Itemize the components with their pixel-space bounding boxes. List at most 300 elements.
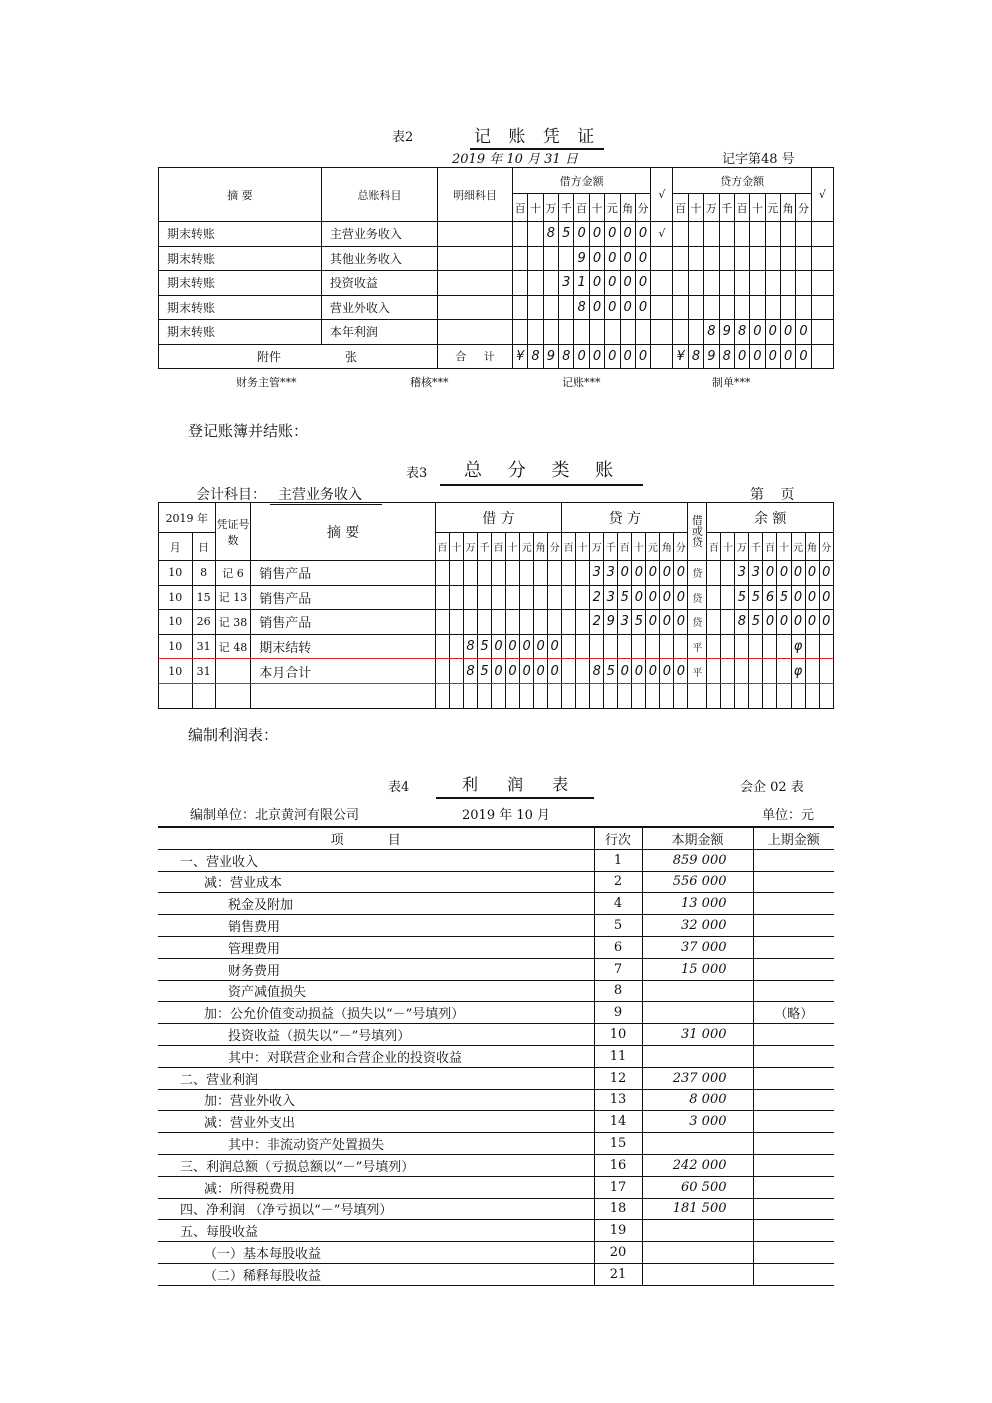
- ledger-credit-digit: [576, 610, 590, 635]
- ledger-credit-digit: 8: [590, 659, 604, 684]
- ledger-row: [159, 634, 834, 659]
- income-current: 859 000: [642, 849, 753, 871]
- ledger-unit-credit: 分: [674, 533, 688, 561]
- ledger-table: [158, 502, 834, 709]
- ledger-unit-debit: 万: [463, 533, 477, 561]
- voucher-check-credit: [811, 295, 833, 320]
- ledger-balance-digit: [763, 634, 777, 659]
- voucher-debit-digit: 0: [605, 295, 620, 320]
- ledger-head-voucher: 凭证号数: [215, 503, 251, 561]
- income-line: 21: [594, 1263, 642, 1285]
- ledger-debit-digit: [520, 610, 534, 635]
- voucher-total-debit-digit: 0: [620, 344, 635, 368]
- income-head-previous: 上期金额: [753, 827, 834, 849]
- income-row: [158, 1067, 834, 1089]
- income-item: 加：公允价值变动损益（损失以“－”号填列）: [158, 1002, 594, 1024]
- signer-bookkeeper: 记账***: [562, 376, 601, 389]
- income-head-line: 行次: [594, 827, 642, 849]
- voucher-check: √: [651, 222, 673, 247]
- ledger-credit-digit: [618, 683, 632, 708]
- voucher-debit-digit: 0: [635, 246, 650, 271]
- income-line: 1: [594, 849, 642, 871]
- voucher-debit-digit: [605, 320, 620, 345]
- income-line: 18: [594, 1198, 642, 1220]
- voucher-total-credit-digit: 0: [780, 344, 795, 368]
- ledger-debit-digit: [520, 683, 534, 708]
- ledger-balance-digit: [749, 683, 763, 708]
- ledger-debit-digit: [463, 585, 477, 610]
- income-current: 32 000: [642, 915, 753, 937]
- ledger-subject-label: 会计科目：: [196, 487, 266, 503]
- signer-auditor: 稽核***: [410, 376, 449, 389]
- voucher-unit-credit: 角: [780, 194, 795, 222]
- ledger-balance-digit: [707, 610, 721, 635]
- ledger-summary: [251, 683, 436, 708]
- ledger-balance-digit: [721, 585, 735, 610]
- ledger-credit-digit: [562, 585, 576, 610]
- income-item: 四、净利润 （净亏损以“－”号填列）: [158, 1198, 594, 1220]
- ledger-debit-digit: 0: [492, 659, 506, 684]
- ledger-day: 31: [192, 659, 215, 684]
- ledger-head-credit: 贷 方: [562, 503, 688, 533]
- ledger-credit-digit: 0: [632, 659, 646, 684]
- ledger-credit-digit: 9: [604, 610, 618, 635]
- ledger-balance-digit: [721, 561, 735, 586]
- ledger-balance-digit: 6: [763, 585, 777, 610]
- voucher-debit-digit: [574, 320, 589, 345]
- income-row: [158, 936, 834, 958]
- ledger-credit-digit: [562, 659, 576, 684]
- income-row: [158, 958, 834, 980]
- ledger-balance-digit: 0: [805, 610, 819, 635]
- ledger-row: [159, 610, 834, 635]
- voucher-date: 2019 年 10 月 31 日: [452, 152, 578, 167]
- income-line: 13: [594, 1089, 642, 1111]
- income-row: [158, 980, 834, 1002]
- ledger-unit-debit: 十: [506, 533, 520, 561]
- ledger-debit-digit: [506, 561, 520, 586]
- ledger-day: 31: [192, 634, 215, 659]
- ledger-balance-digit: 0: [819, 610, 833, 635]
- voucher-credit-digit: 0: [796, 320, 811, 345]
- income-current: [642, 1002, 753, 1024]
- voucher-debit-digit: 0: [589, 271, 604, 296]
- income-previous: [753, 1089, 834, 1111]
- ledger-debit-digit: [492, 585, 506, 610]
- voucher-credit-digit: [688, 320, 703, 345]
- income-item: 投资收益（损失以“－”号填列）: [158, 1024, 594, 1046]
- voucher-credit-digit: 0: [750, 320, 765, 345]
- ledger-month: 10: [159, 561, 193, 586]
- income-row: [158, 1198, 834, 1220]
- voucher-total-debit-digit: 9: [543, 344, 558, 368]
- ledger-balance-digit: [763, 683, 777, 708]
- red-line-2: [158, 683, 834, 684]
- voucher-debit-digit: 0: [589, 246, 604, 271]
- voucher-debit-digit: [543, 320, 558, 345]
- voucher-debit-digit: [512, 246, 527, 271]
- voucher-credit-digit: [688, 222, 703, 247]
- income-previous: [753, 936, 834, 958]
- ledger-debit-digit: 0: [534, 634, 548, 659]
- ledger-head-balance: 余 额: [707, 503, 834, 533]
- ledger-balance-digit: 5: [749, 610, 763, 635]
- ledger-row: [159, 585, 834, 610]
- voucher-debit-digit: 0: [605, 246, 620, 271]
- signer-supervisor: 财务主管***: [236, 376, 297, 389]
- ledger-balance-digit: 0: [791, 610, 805, 635]
- voucher-debit-digit: [528, 246, 543, 271]
- ledger-debit-digit: [449, 610, 463, 635]
- ledger-unit-credit: 十: [632, 533, 646, 561]
- ledger-debit-digit: 0: [506, 659, 520, 684]
- ledger-summary: 销售产品: [251, 561, 436, 586]
- voucher-credit-digit: [734, 222, 749, 247]
- voucher-debit-digit: [528, 222, 543, 247]
- income-line: 5: [594, 915, 642, 937]
- voucher-debit-digit: 0: [605, 271, 620, 296]
- ledger-unit-balance: 十: [777, 533, 791, 561]
- voucher-debit-digit: [543, 271, 558, 296]
- ledger-credit-digit: 0: [646, 585, 660, 610]
- ledger-debit-digit: 0: [548, 659, 562, 684]
- voucher-credit-digit: [765, 271, 780, 296]
- income-current: [642, 980, 753, 1002]
- voucher-unit-debit: 分: [635, 194, 650, 222]
- ledger-balance-digit: 5: [735, 585, 749, 610]
- ledger-debit-digit: [449, 561, 463, 586]
- ledger-unit-credit: 元: [646, 533, 660, 561]
- ledger-subject: 主营业务收入: [270, 484, 382, 505]
- ledger-credit-digit: 0: [660, 659, 674, 684]
- voucher-credit-digit: [734, 271, 749, 296]
- voucher-unit-debit: 千: [559, 194, 574, 222]
- ledger-day: 15: [192, 585, 215, 610]
- ledger-balance-digit: [707, 585, 721, 610]
- ledger-balance-digit: 0: [791, 561, 805, 586]
- ledger-balance-digit: [721, 610, 735, 635]
- ledger-unit-debit: 角: [534, 533, 548, 561]
- voucher-unit-credit: 分: [796, 194, 811, 222]
- ledger-dc: 贷: [688, 561, 707, 586]
- ledger-credit-digit: [646, 634, 660, 659]
- voucher-debit-digit: [589, 320, 604, 345]
- voucher-unit-debit: 万: [543, 194, 558, 222]
- voucher-debit-digit: 0: [635, 295, 650, 320]
- ledger-balance-digit: 0: [819, 585, 833, 610]
- income-item: 减：营业成本: [158, 871, 594, 893]
- ledger-debit-digit: [435, 683, 449, 708]
- ledger-debit-digit: [506, 610, 520, 635]
- ledger-balance-digit: 0: [819, 561, 833, 586]
- ledger-credit-digit: 0: [618, 659, 632, 684]
- voucher-debit-digit: 3: [559, 271, 574, 296]
- voucher-debit-digit: [559, 320, 574, 345]
- ledger-balance-digit: 0: [805, 561, 819, 586]
- ledger-unit-debit: 百: [492, 533, 506, 561]
- voucher-total-check: [651, 344, 673, 368]
- voucher-credit-digit: [704, 271, 719, 296]
- ledger-unit-balance: 千: [749, 533, 763, 561]
- income-current: 181 500: [642, 1198, 753, 1220]
- income-item: 资产减值损失: [158, 980, 594, 1002]
- income-row: [158, 1024, 834, 1046]
- income-current: [642, 1220, 753, 1242]
- voucher-total-credit-digit: 0: [796, 344, 811, 368]
- voucher-credit-digit: [796, 271, 811, 296]
- voucher-debit-digit: 0: [589, 295, 604, 320]
- voucher-credit-digit: [688, 295, 703, 320]
- ledger-credit-digit: [632, 683, 646, 708]
- voucher-unit-credit: 元: [765, 194, 780, 222]
- ledger-balance-digit: 5: [777, 585, 791, 610]
- voucher-total-debit-digit: 8: [559, 344, 574, 368]
- income-current: [642, 1263, 753, 1285]
- income-current: 13 000: [642, 893, 753, 915]
- voucher-credit-digit: [750, 271, 765, 296]
- voucher-head-credit: 贷方金额: [673, 168, 811, 194]
- voucher-total-credit-digit: 0: [765, 344, 780, 368]
- voucher-debit-digit: 0: [635, 222, 650, 247]
- voucher-total-debit-digit: 0: [589, 344, 604, 368]
- ledger-head-year: 2019 年: [159, 503, 216, 533]
- ledger-debit-digit: 0: [520, 659, 534, 684]
- income-current: 60 500: [642, 1176, 753, 1198]
- ledger-debit-digit: [548, 610, 562, 635]
- voucher-subaccount: [438, 271, 513, 296]
- voucher-credit-digit: [765, 295, 780, 320]
- ledger-voucher: [215, 659, 251, 684]
- ledger-summary: 销售产品: [251, 610, 436, 635]
- voucher-unit-debit: 十: [589, 194, 604, 222]
- voucher-debit-digit: 0: [605, 222, 620, 247]
- ledger-debit-digit: 0: [520, 634, 534, 659]
- voucher-credit-digit: [719, 295, 734, 320]
- voucher-credit-digit: [719, 222, 734, 247]
- ledger-debit-digit: [506, 585, 520, 610]
- income-head-item: 项 目: [158, 827, 594, 849]
- voucher-unit-credit: 万: [704, 194, 719, 222]
- ledger-balance-digit: [707, 561, 721, 586]
- ledger-debit-digit: [548, 683, 562, 708]
- ledger-debit-digit: 0: [548, 634, 562, 659]
- ledger-row: [159, 561, 834, 586]
- income-current: 242 000: [642, 1154, 753, 1176]
- voucher-total-check2: [811, 344, 833, 368]
- ledger-debit-digit: [534, 610, 548, 635]
- income-previous: （略）: [753, 1002, 834, 1024]
- voucher-total-debit-digit: 0: [574, 344, 589, 368]
- ledger-debit-digit: [477, 561, 491, 586]
- voucher-total-credit-digit: 8: [719, 344, 734, 368]
- ledger-credit-digit: [632, 634, 646, 659]
- income-current: 3 000: [642, 1111, 753, 1133]
- ledger-credit-digit: 0: [618, 561, 632, 586]
- income-item: 销售费用: [158, 915, 594, 937]
- ledger-balance-digit: φ: [791, 634, 805, 659]
- ledger-debit-digit: 8: [463, 634, 477, 659]
- ledger-credit-digit: [674, 634, 688, 659]
- income-item: （二）稀释每股收益: [158, 1263, 594, 1285]
- voucher-unit-debit: 百: [574, 194, 589, 222]
- income-current: [642, 1242, 753, 1264]
- ledger-credit-digit: [604, 634, 618, 659]
- voucher-credit-digit: [765, 222, 780, 247]
- ledger-day: 8: [192, 561, 215, 586]
- voucher-debit-digit: 8: [543, 222, 558, 247]
- ledger-voucher: 记 13: [215, 585, 251, 610]
- ledger-month: 10: [159, 585, 193, 610]
- income-row: [158, 1133, 834, 1155]
- voucher-credit-digit: [673, 271, 688, 296]
- ledger-credit-digit: [604, 683, 618, 708]
- ledger-debit-digit: 5: [477, 659, 491, 684]
- voucher-total-credit-digit: ¥: [673, 344, 688, 368]
- voucher-summary: 期末转账: [159, 271, 322, 296]
- ledger-balance-digit: [777, 634, 791, 659]
- ledger-debit-digit: 8: [463, 659, 477, 684]
- voucher-credit-digit: [780, 271, 795, 296]
- income-head-current: 本期金额: [642, 827, 753, 849]
- ledger-balance-digit: 0: [777, 561, 791, 586]
- voucher-summary: 期末转账: [159, 246, 322, 271]
- ledger-unit-balance: 万: [735, 533, 749, 561]
- income-currency: 单位：元: [762, 808, 815, 823]
- voucher-credit-digit: 0: [765, 320, 780, 345]
- ledger-credit-digit: [576, 634, 590, 659]
- voucher-debit-digit: [620, 320, 635, 345]
- voucher-credit-digit: [765, 246, 780, 271]
- ledger-balance-digit: [805, 683, 819, 708]
- ledger-dc: 贷: [688, 610, 707, 635]
- income-line: 14: [594, 1111, 642, 1133]
- ledger-credit-digit: 0: [674, 561, 688, 586]
- voucher-debit-digit: [512, 222, 527, 247]
- ledger-debit-digit: [435, 634, 449, 659]
- ledger-day: [192, 683, 215, 708]
- ledger-unit-debit: 百: [435, 533, 449, 561]
- signer-preparer: 制单***: [712, 376, 751, 389]
- ledger-balance-digit: [749, 659, 763, 684]
- ledger-head-debit: 借 方: [435, 503, 561, 533]
- voucher-attach-label: 附件: [257, 349, 282, 364]
- voucher-credit-digit: [673, 246, 688, 271]
- voucher-debit-digit: [528, 320, 543, 345]
- voucher-debit-digit: [559, 295, 574, 320]
- voucher-table: [158, 167, 834, 369]
- ledger-balance-digit: [707, 659, 721, 684]
- voucher-debit-digit: 0: [620, 246, 635, 271]
- voucher-unit-credit: 百: [734, 194, 749, 222]
- ledger-credit-digit: 5: [618, 585, 632, 610]
- voucher-unit-debit: 角: [620, 194, 635, 222]
- ledger-balance-digit: [819, 634, 833, 659]
- ledger-debit-digit: [449, 683, 463, 708]
- ledger-unit-balance: 分: [819, 533, 833, 561]
- ledger-debit-digit: [463, 610, 477, 635]
- ledger-summary: 销售产品: [251, 585, 436, 610]
- voucher-debit-digit: 1: [574, 271, 589, 296]
- voucher-check: [651, 295, 673, 320]
- ledger-credit-digit: [576, 561, 590, 586]
- ledger-dc: 平: [688, 659, 707, 684]
- income-line: 11: [594, 1045, 642, 1067]
- voucher-account: 其他业务收入: [321, 246, 437, 271]
- voucher-credit-digit: [780, 222, 795, 247]
- income-previous: [753, 1045, 834, 1067]
- income-line: 17: [594, 1176, 642, 1198]
- income-line: 6: [594, 936, 642, 958]
- ledger-credit-digit: 0: [646, 659, 660, 684]
- voucher-debit-digit: [543, 295, 558, 320]
- ledger-month: [159, 683, 193, 708]
- income-previous: [753, 1154, 834, 1176]
- voucher-debit-digit: 0: [635, 271, 650, 296]
- voucher-debit-digit: 0: [574, 222, 589, 247]
- income-row: [158, 849, 834, 871]
- income-line: 4: [594, 893, 642, 915]
- ledger-credit-digit: 0: [646, 610, 660, 635]
- ledger-debit-digit: [477, 610, 491, 635]
- income-line: 9: [594, 1002, 642, 1024]
- voucher-row: [159, 295, 834, 320]
- voucher-summary: 期末转账: [159, 222, 322, 247]
- ledger-credit-digit: 3: [618, 610, 632, 635]
- red-line-1: [158, 658, 834, 659]
- income-previous: [753, 1220, 834, 1242]
- voucher-debit-digit: [512, 271, 527, 296]
- ledger-unit-credit: 角: [660, 533, 674, 561]
- income-row: [158, 1045, 834, 1067]
- voucher-debit-digit: [635, 320, 650, 345]
- ledger-balance-digit: [735, 634, 749, 659]
- ledger-debit-digit: [435, 610, 449, 635]
- voucher-row: [159, 246, 834, 271]
- income-period: 2019 年 10 月: [462, 808, 551, 823]
- ledger-debit-digit: [463, 683, 477, 708]
- voucher-unit-credit: 千: [719, 194, 734, 222]
- ledger-credit-digit: 3: [590, 561, 604, 586]
- income-line: 10: [594, 1024, 642, 1046]
- income-row: [158, 1154, 834, 1176]
- income-line: 15: [594, 1133, 642, 1155]
- ledger-voucher: 记 38: [215, 610, 251, 635]
- ledger-credit-digit: 5: [632, 610, 646, 635]
- ledger-debit-digit: [534, 561, 548, 586]
- income-item: （一）基本每股收益: [158, 1242, 594, 1264]
- voucher-unit-debit: 元: [605, 194, 620, 222]
- voucher-account: 主营业务收入: [321, 222, 437, 247]
- ledger-balance-digit: [721, 634, 735, 659]
- voucher-credit-digit: [734, 246, 749, 271]
- ledger-debit-digit: [534, 683, 548, 708]
- income-row: [158, 1220, 834, 1242]
- voucher-total-debit-digit: 8: [528, 344, 543, 368]
- voucher-credit-digit: [704, 222, 719, 247]
- income-item: 减：营业外支出: [158, 1111, 594, 1133]
- ledger-balance-digit: 0: [791, 585, 805, 610]
- voucher-debit-digit: 9: [574, 246, 589, 271]
- income-line: 16: [594, 1154, 642, 1176]
- ledger-voucher: [215, 683, 251, 708]
- ledger-credit-digit: [646, 683, 660, 708]
- voucher-summary: 期末转账: [159, 295, 322, 320]
- voucher-debit-digit: 0: [620, 295, 635, 320]
- voucher-credit-digit: [688, 246, 703, 271]
- voucher-check: [651, 320, 673, 345]
- ledger-debit-digit: [534, 585, 548, 610]
- voucher-subaccount: [438, 320, 513, 345]
